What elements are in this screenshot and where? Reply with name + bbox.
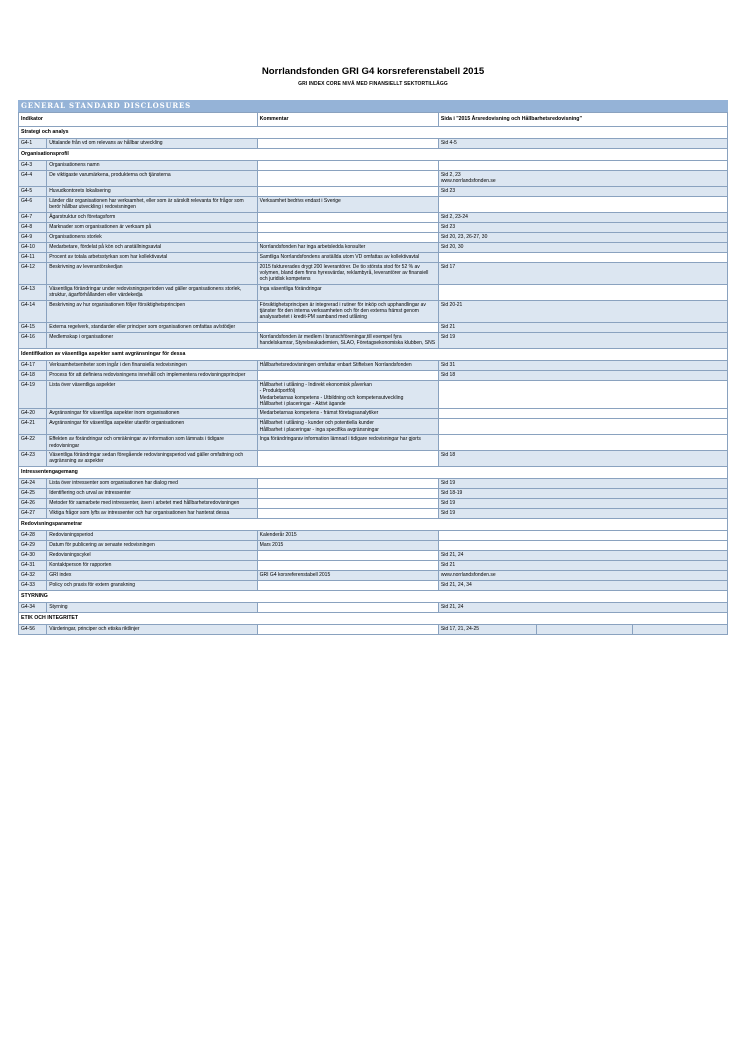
indicator-text: Externa regelverk, standarder eller principer som organisationen omfattas av/stödjer	[47, 322, 257, 332]
page-cell: Sid 20, 30	[438, 242, 727, 252]
section-row	[19, 466, 728, 478]
page-cell: Sid 19	[438, 498, 727, 508]
indicator-text: Väsentliga förändringar sedan föregående redovisningsperiod vad gäller omfattning och avgränsning av aspekter	[47, 450, 257, 466]
indicator-id: G4-28	[19, 530, 47, 540]
page-cell	[438, 435, 727, 451]
page-cell: Sid 31	[438, 360, 727, 370]
table-row	[19, 242, 728, 252]
page-cell: Sid 18-19	[438, 488, 727, 498]
page-cell	[438, 530, 727, 540]
indicator-text: Verksamhetsenheter som ingår i den finansiella redovisningen	[47, 360, 257, 370]
table-row	[19, 300, 728, 322]
page-cell	[438, 161, 727, 171]
section-row	[19, 149, 728, 161]
indicator-id: G4-33	[19, 580, 47, 590]
indicator-id: G4-56	[19, 624, 47, 634]
table-row	[19, 624, 728, 634]
table-row	[19, 252, 728, 262]
indicator-text: Viktiga frågor som lyfts av intressenter och hur organisationen har hanterat dessa	[47, 508, 257, 518]
section-row	[19, 612, 728, 624]
indicator-text: Marknader som organisationen är verksam på	[47, 222, 257, 232]
indicator-id: G4-16	[19, 332, 47, 348]
table-row	[19, 570, 728, 580]
indicator-id: G4-17	[19, 360, 47, 370]
comment-cell: Norrlandsfonden är medlem i branschföreningar,till exempel fyra handelskamrar, Styrelseakademien, SLAO, Företagsekonomiska klubben, SNS	[257, 332, 438, 348]
section-title: Redovisningsparametrar	[19, 518, 728, 530]
page-cell: Sid 17, 21, 24-25	[438, 624, 536, 634]
comment-cell	[257, 232, 438, 242]
indicator-id: G4-34	[19, 602, 47, 612]
page-cell	[438, 196, 727, 212]
indicator-id: G4-31	[19, 560, 47, 570]
table-row	[19, 580, 728, 590]
page-cell: Sid 2, 23 www.norrlandsfonden.se	[438, 171, 727, 187]
document-subtitle: GRI INDEX CORE NIVÅ MED FINANSIELLT SEKTORTILLÄGG	[298, 81, 448, 87]
page-cell	[438, 419, 727, 435]
indicator-id: G4-14	[19, 300, 47, 322]
comment-cell: GRI G4 korsreferenstabell 2015	[257, 570, 438, 580]
indicator-text: Lista över intressenter som organisationen har dialog med	[47, 478, 257, 488]
indicator-id: G4-18	[19, 370, 47, 380]
indicator-id: G4-27	[19, 508, 47, 518]
table-row	[19, 212, 728, 222]
indicator-id: G4-30	[19, 550, 47, 560]
page-cell: Sid 18	[438, 370, 727, 380]
page-cell: Sid 21, 24, 34	[438, 580, 727, 590]
indicator-text: Beskrivning av hur organisationen följer försiktighetsprincipen	[47, 300, 257, 322]
table-row	[19, 498, 728, 508]
indicator-text: Beskrivning av leverantörskedjan	[47, 262, 257, 284]
comment-cell	[257, 450, 438, 466]
comment-cell	[257, 139, 438, 149]
table-row	[19, 284, 728, 300]
indicator-text: Lista över väsentliga aspekter	[47, 380, 257, 409]
page-cell: Sid 23	[438, 186, 727, 196]
comment-cell: Kalenderår 2015	[257, 530, 438, 540]
table-row	[19, 450, 728, 466]
header-comment: Kommentar	[257, 113, 438, 127]
indicator-id: G4-8	[19, 222, 47, 232]
comment-cell	[257, 508, 438, 518]
table-row	[19, 409, 728, 419]
indicator-id: G4-29	[19, 540, 47, 550]
comment-cell	[257, 488, 438, 498]
page-cell: Sid 19	[438, 508, 727, 518]
indicator-text: Policy och praxis för extern granskning	[47, 580, 257, 590]
table-header-row	[19, 113, 728, 127]
indicator-text: Identifiering och urval av intressenter	[47, 488, 257, 498]
empty-cell	[536, 624, 633, 634]
table-row	[19, 171, 728, 187]
indicator-id: G4-21	[19, 419, 47, 435]
table-row	[19, 196, 728, 212]
comment-cell: 2015 fakturerades drygt 200 leverantörer. De tio största stod för 52 % av volymen, bland dem finns hyresvärdar, reklambyrå, leverantörer av finansiell och juridisk kompetens	[257, 262, 438, 284]
indicator-text: Ägarstruktur och företagsform	[47, 212, 257, 222]
table-row	[19, 419, 728, 435]
indicator-id: G4-13	[19, 284, 47, 300]
table-row	[19, 322, 728, 332]
comment-cell: Mars 2015	[257, 540, 438, 550]
section-row	[19, 127, 728, 139]
section-row	[19, 348, 728, 360]
page-cell: www.norrlandsfonden.se	[438, 570, 727, 580]
table-row	[19, 550, 728, 560]
table-row	[19, 380, 728, 409]
indicator-id: G4-15	[19, 322, 47, 332]
indicator-id: G4-4	[19, 171, 47, 187]
table-row	[19, 488, 728, 498]
indicator-id: G4-10	[19, 242, 47, 252]
comment-cell	[257, 624, 438, 634]
table-row	[19, 560, 728, 570]
comment-cell	[257, 222, 438, 232]
section-title: STYRNING	[19, 590, 728, 602]
indicator-text: Uttalande från vd om relevans av hållbar utveckling	[47, 139, 257, 149]
indicator-text: Väsentliga förändringar under redovisningsperioden vad gäller organisationens storlek, struktur, ägarförhållanden eller värdekedja	[47, 284, 257, 300]
indicator-id: G4-19	[19, 380, 47, 409]
comment-cell	[257, 478, 438, 488]
page-cell: Sid 2, 23-24	[438, 212, 727, 222]
page-cell: Sid 20-21	[438, 300, 727, 322]
table-row	[19, 530, 728, 540]
comment-cell	[257, 171, 438, 187]
page-cell: Sid 18	[438, 450, 727, 466]
comment-cell: Medarbetarnas kompetens - främst företagsanalytiker	[257, 409, 438, 419]
indicator-id: G4-20	[19, 409, 47, 419]
indicator-text: Medarbetare, fördelat på kön och anställningsavtal	[47, 242, 257, 252]
indicator-id: G4-22	[19, 435, 47, 451]
indicator-text: Huvudkontorets lokalisering	[47, 186, 257, 196]
comment-cell	[257, 560, 438, 570]
indicator-id: G4-9	[19, 232, 47, 242]
comment-cell: Hållbarhet i utlåning - Indirekt ekonomisk påverkan - Produktportfölj Medarbetarnas kompetens - Utbildning och kompetensutveckling Hållbarhet i placeringar - Aktivt ägande	[257, 380, 438, 409]
table-row	[19, 161, 728, 171]
comment-cell: Verksamhet bedrivs endast i Sverige	[257, 196, 438, 212]
indicator-id: G4-11	[19, 252, 47, 262]
indicator-text: Redovisningscykel	[47, 550, 257, 560]
indicator-id: G4-24	[19, 478, 47, 488]
empty-cell	[633, 624, 728, 634]
page-cell: Sid 20, 23, 26-27, 30	[438, 232, 727, 242]
page-cell: Sid 21, 24	[438, 550, 727, 560]
table-row	[19, 360, 728, 370]
comment-cell	[257, 580, 438, 590]
indicator-text: De viktigaste varumärkena, produkterna och tjänsterna	[47, 171, 257, 187]
table-row	[19, 370, 728, 380]
table-row	[19, 139, 728, 149]
indicator-id: G4-5	[19, 186, 47, 196]
table-row	[19, 332, 728, 348]
page-cell: Sid 19	[438, 332, 727, 348]
comment-cell	[257, 498, 438, 508]
comment-cell: Norrlandsfonden har inga arbetsledda konsulter	[257, 242, 438, 252]
indicator-text: Värderingar, principer och etiska riktlinjer	[47, 624, 257, 634]
table-row	[19, 186, 728, 196]
indicator-text: Avgränsningar för väsentliga aspekter utanför organisationen	[47, 419, 257, 435]
page-cell	[438, 409, 727, 419]
indicator-id: G4-1	[19, 139, 47, 149]
gri-table	[18, 112, 728, 635]
table-row	[19, 478, 728, 488]
page-cell: Sid 4-5	[438, 139, 727, 149]
comment-cell: Hållbarhetsredovisningen omfattar enbart Stiftelsen Norrlandsfonden	[257, 360, 438, 370]
section-title: Strategi och analys	[19, 127, 728, 139]
indicator-text: Organisationens namn	[47, 161, 257, 171]
indicator-id: G4-26	[19, 498, 47, 508]
page-cell: Sid 21	[438, 560, 727, 570]
table-row	[19, 232, 728, 242]
table-row	[19, 540, 728, 550]
table-row	[19, 508, 728, 518]
table-row	[19, 222, 728, 232]
section-title: Organisationsprofil	[19, 149, 728, 161]
comment-cell: Försiktighetsprincipen är integrerad i rutiner för inköp och upphandlingar av tjänster för den interna verksamheten och för den externa främst genom analysarbetet i kredit-PM samband med utlåning	[257, 300, 438, 322]
page-cell	[438, 540, 727, 550]
section-banner: GENERAL STANDARD DISCLOSURES	[18, 100, 728, 112]
indicator-text: Styrning	[47, 602, 257, 612]
section-row	[19, 590, 728, 602]
indicator-text: Kontaktperson för rapporten	[47, 560, 257, 570]
indicator-id: G4-6	[19, 196, 47, 212]
indicator-id: G4-3	[19, 161, 47, 171]
comment-cell: Inga väsentliga förändringar	[257, 284, 438, 300]
page-cell: Sid 23	[438, 222, 727, 232]
table-row	[19, 435, 728, 451]
page-cell: Sid 17	[438, 262, 727, 284]
header-indicator: Indikator	[19, 113, 258, 127]
section-title: Identifikation av väsentliga aspekter samt avgränsningar för dessa	[19, 348, 728, 360]
comment-cell	[257, 550, 438, 560]
indicator-text: Redovisningsperiod	[47, 530, 257, 540]
comment-cell	[257, 370, 438, 380]
comment-cell	[257, 322, 438, 332]
comment-cell: Samtliga Norrlandsfondens anställda utom VD omfattas av kollektivavtal	[257, 252, 438, 262]
page-cell	[438, 284, 727, 300]
comment-cell	[257, 212, 438, 222]
section-row	[19, 518, 728, 530]
indicator-text: GRI index	[47, 570, 257, 580]
page-cell: Sid 19	[438, 478, 727, 488]
indicator-id: G4-12	[19, 262, 47, 284]
indicator-text: Avgränsningar för väsentliga aspekter inom organisationen	[47, 409, 257, 419]
page-cell: Sid 21, 24	[438, 602, 727, 612]
indicator-id: G4-7	[19, 212, 47, 222]
section-title: Intressentengagemang	[19, 466, 728, 478]
table-row	[19, 262, 728, 284]
comment-cell: Hållbarhet i utlåning - kunder och potentiella kunder Hållbarhet i placeringar - inga specifika avgränsningar	[257, 419, 438, 435]
indicator-text: Procent av totala arbetsstyrkan som har kollektivavtal	[47, 252, 257, 262]
indicator-text: Medlemskap i organisationer	[47, 332, 257, 348]
comment-cell	[257, 186, 438, 196]
indicator-id: G4-32	[19, 570, 47, 580]
section-title: ETIK OCH INTEGRITET	[19, 612, 728, 624]
indicator-text: Effekten av förändringar och omräkningar av information som lämnats i tidigare redovisningar	[47, 435, 257, 451]
page-cell: Sid 21	[438, 322, 727, 332]
indicator-text: Process för att definiera redovisningens innehåll och implementera redovisningsprinciper	[47, 370, 257, 380]
indicator-text: Länder där organisationen har verksamhet, eller som är särskilt relevanta för frågor som berör hållbar utveckling i redovisningen	[47, 196, 257, 212]
document-title: Norrlandsfonden GRI G4 korsreferenstabell 2015	[261, 66, 485, 77]
indicator-text: Metoder för samarbete med intressenter, även i arbetet med hållbarhetsredovisningen	[47, 498, 257, 508]
indicator-text: Organisationens storlek	[47, 232, 257, 242]
page-cell	[438, 252, 727, 262]
indicator-id: G4-25	[19, 488, 47, 498]
indicator-id: G4-23	[19, 450, 47, 466]
indicator-text: Datum för publicering av senaste redovisningen	[47, 540, 257, 550]
comment-cell: Inga förändringarav information lämnad i tidigare redovisningar har gjorts	[257, 435, 438, 451]
table-row	[19, 602, 728, 612]
header-page: Sida i "2015 Årsredovisning och Hållbarhetsredovisning"	[438, 113, 727, 127]
page-cell	[438, 380, 727, 409]
comment-cell	[257, 602, 438, 612]
comment-cell	[257, 161, 438, 171]
document-page	[18, 66, 728, 635]
